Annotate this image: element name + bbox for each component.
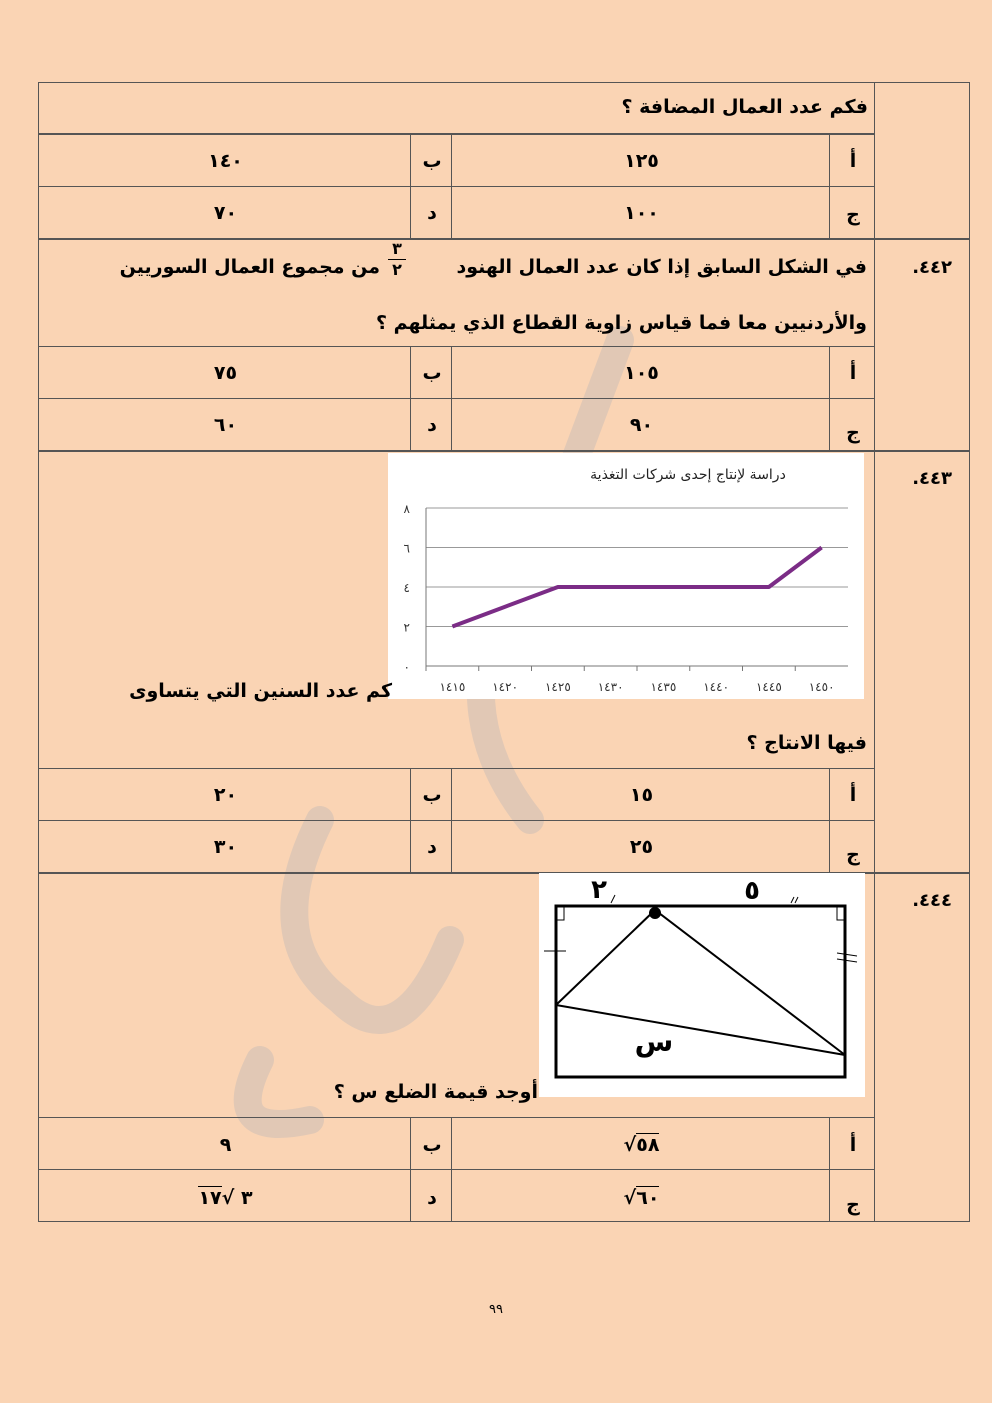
chart-title: دراسة لإنتاج إحدى شركات التغذية <box>590 467 786 483</box>
radical-sign-icon: √ <box>623 1134 637 1156</box>
tick-right-2 <box>837 959 857 962</box>
q444-a-value <box>452 1134 831 1156</box>
geometry-figure <box>539 873 865 1097</box>
q443-line2: فيها الانتاج ؟ <box>746 732 867 754</box>
y-tick-label: ٢ <box>403 620 410 635</box>
q444-c-label: ج <box>846 1194 860 1216</box>
radicand: ٥٨ <box>636 1134 660 1156</box>
q442-b-value: ٧٥ <box>213 362 238 384</box>
q442-number: .٤٤٢ <box>912 257 952 278</box>
side-s-line <box>556 1005 845 1055</box>
q443-number: .٤٤٣ <box>912 468 952 489</box>
rectangle-triangle-diagram <box>539 873 865 1097</box>
y-tick-label: ٤ <box>403 581 410 595</box>
q441-d-value: ٧٠ <box>213 202 238 224</box>
x-tick-label: ١٤٢٠ <box>492 680 519 694</box>
q443-d-label: د <box>427 836 437 858</box>
tick-top-right-1 <box>791 897 794 903</box>
x-tick-label: ١٤٣٥ <box>650 680 677 694</box>
q441-b-label: ب <box>422 150 442 172</box>
q442-b-label: ب <box>422 362 442 384</box>
q442-d-label: د <box>427 414 437 436</box>
q441-b-value: ١٤٠ <box>208 150 243 172</box>
q444-d-label: د <box>427 1187 437 1209</box>
q444-d-value <box>39 1187 412 1209</box>
q443-line1: كم عدد السنين التي يتساوى <box>129 680 392 702</box>
q441-a-value: ١٢٥ <box>624 150 659 172</box>
q443-c-label: ج <box>846 844 860 866</box>
q441-c-value: ١٠٠ <box>624 202 659 224</box>
q443-c-value: ٢٥ <box>629 836 654 858</box>
q443-d-value: ٣٠ <box>213 836 238 858</box>
q443-a-label: أ <box>849 784 857 806</box>
radical-sign-icon: √ <box>623 1187 637 1209</box>
tick-top-left <box>611 895 615 903</box>
fraction-numerator: ٣ <box>392 239 402 258</box>
q442-a-label: أ <box>849 362 857 384</box>
q443-a-value: ١٥ <box>629 784 654 806</box>
radicand: ٦٠ <box>636 1187 660 1209</box>
rectangle-shape <box>556 906 845 1077</box>
q442-c-value: ٩٠ <box>629 414 654 436</box>
x-tick-label: ١٤٢٥ <box>544 680 571 694</box>
q442-line2: والأردنيين معا فما قياس زاوية القطاع الذي يمثلهم ؟ <box>375 312 867 334</box>
x-tick-label: ١٤١٥ <box>439 680 466 694</box>
q443-b-label: ب <box>422 784 442 806</box>
page-number: ٩٩ <box>489 1302 503 1317</box>
tick-top-right-2 <box>795 897 798 903</box>
label-s: س <box>634 1025 674 1058</box>
q443-b-value: ٢٠ <box>213 784 238 806</box>
production-chart <box>388 453 864 699</box>
fraction-denominator: ٢ <box>392 260 402 279</box>
q441-a-label: أ <box>849 150 857 172</box>
q442-a-value: ١٠٥ <box>624 362 659 384</box>
q441-c-label: ج <box>846 204 860 226</box>
q442-fraction <box>386 240 408 279</box>
q444-b-label: ب <box>422 1134 442 1156</box>
q444-text: أوجد قيمة الضلع س ؟ <box>333 1081 538 1103</box>
tick-right-1 <box>837 953 857 956</box>
x-tick-label: ١٤٣٠ <box>597 680 624 694</box>
x-tick-label: ١٤٤٥ <box>755 680 782 694</box>
y-tick-label: ٨ <box>403 502 410 516</box>
q444-number: .٤٤٤ <box>912 890 952 911</box>
y-tick-label: ٠ <box>403 660 410 674</box>
label-2: ٢ <box>591 875 607 905</box>
radical-sign-icon: √ <box>221 1187 235 1209</box>
x-tick-label: ١٤٥٠ <box>808 680 835 694</box>
label-5: ٥ <box>744 876 760 906</box>
q442-c-label: ج <box>846 422 860 444</box>
triangle-upper-sides <box>556 910 845 1055</box>
q442-line1-b: من مجموع العمال السوريين <box>119 256 380 278</box>
x-tick-label: ١٤٤٠ <box>703 680 730 694</box>
q444-a-label: أ <box>849 1134 857 1156</box>
q442-d-value: ٦٠ <box>213 414 238 436</box>
apex-point <box>649 907 661 919</box>
q444-c-value <box>452 1187 831 1209</box>
q444-b-value: ٩ <box>219 1134 232 1156</box>
coefficient: ٣ <box>240 1187 253 1209</box>
q441-d-label: د <box>427 202 437 224</box>
q442-line1-a: في الشكل السابق إذا كان عدد العمال الهنود <box>456 256 867 278</box>
q441-text: فكم عدد العمال المضافة ؟ <box>621 96 868 118</box>
line-chart <box>388 453 864 699</box>
y-tick-label: ٦ <box>403 541 410 556</box>
radicand: ١٧ <box>198 1187 222 1209</box>
